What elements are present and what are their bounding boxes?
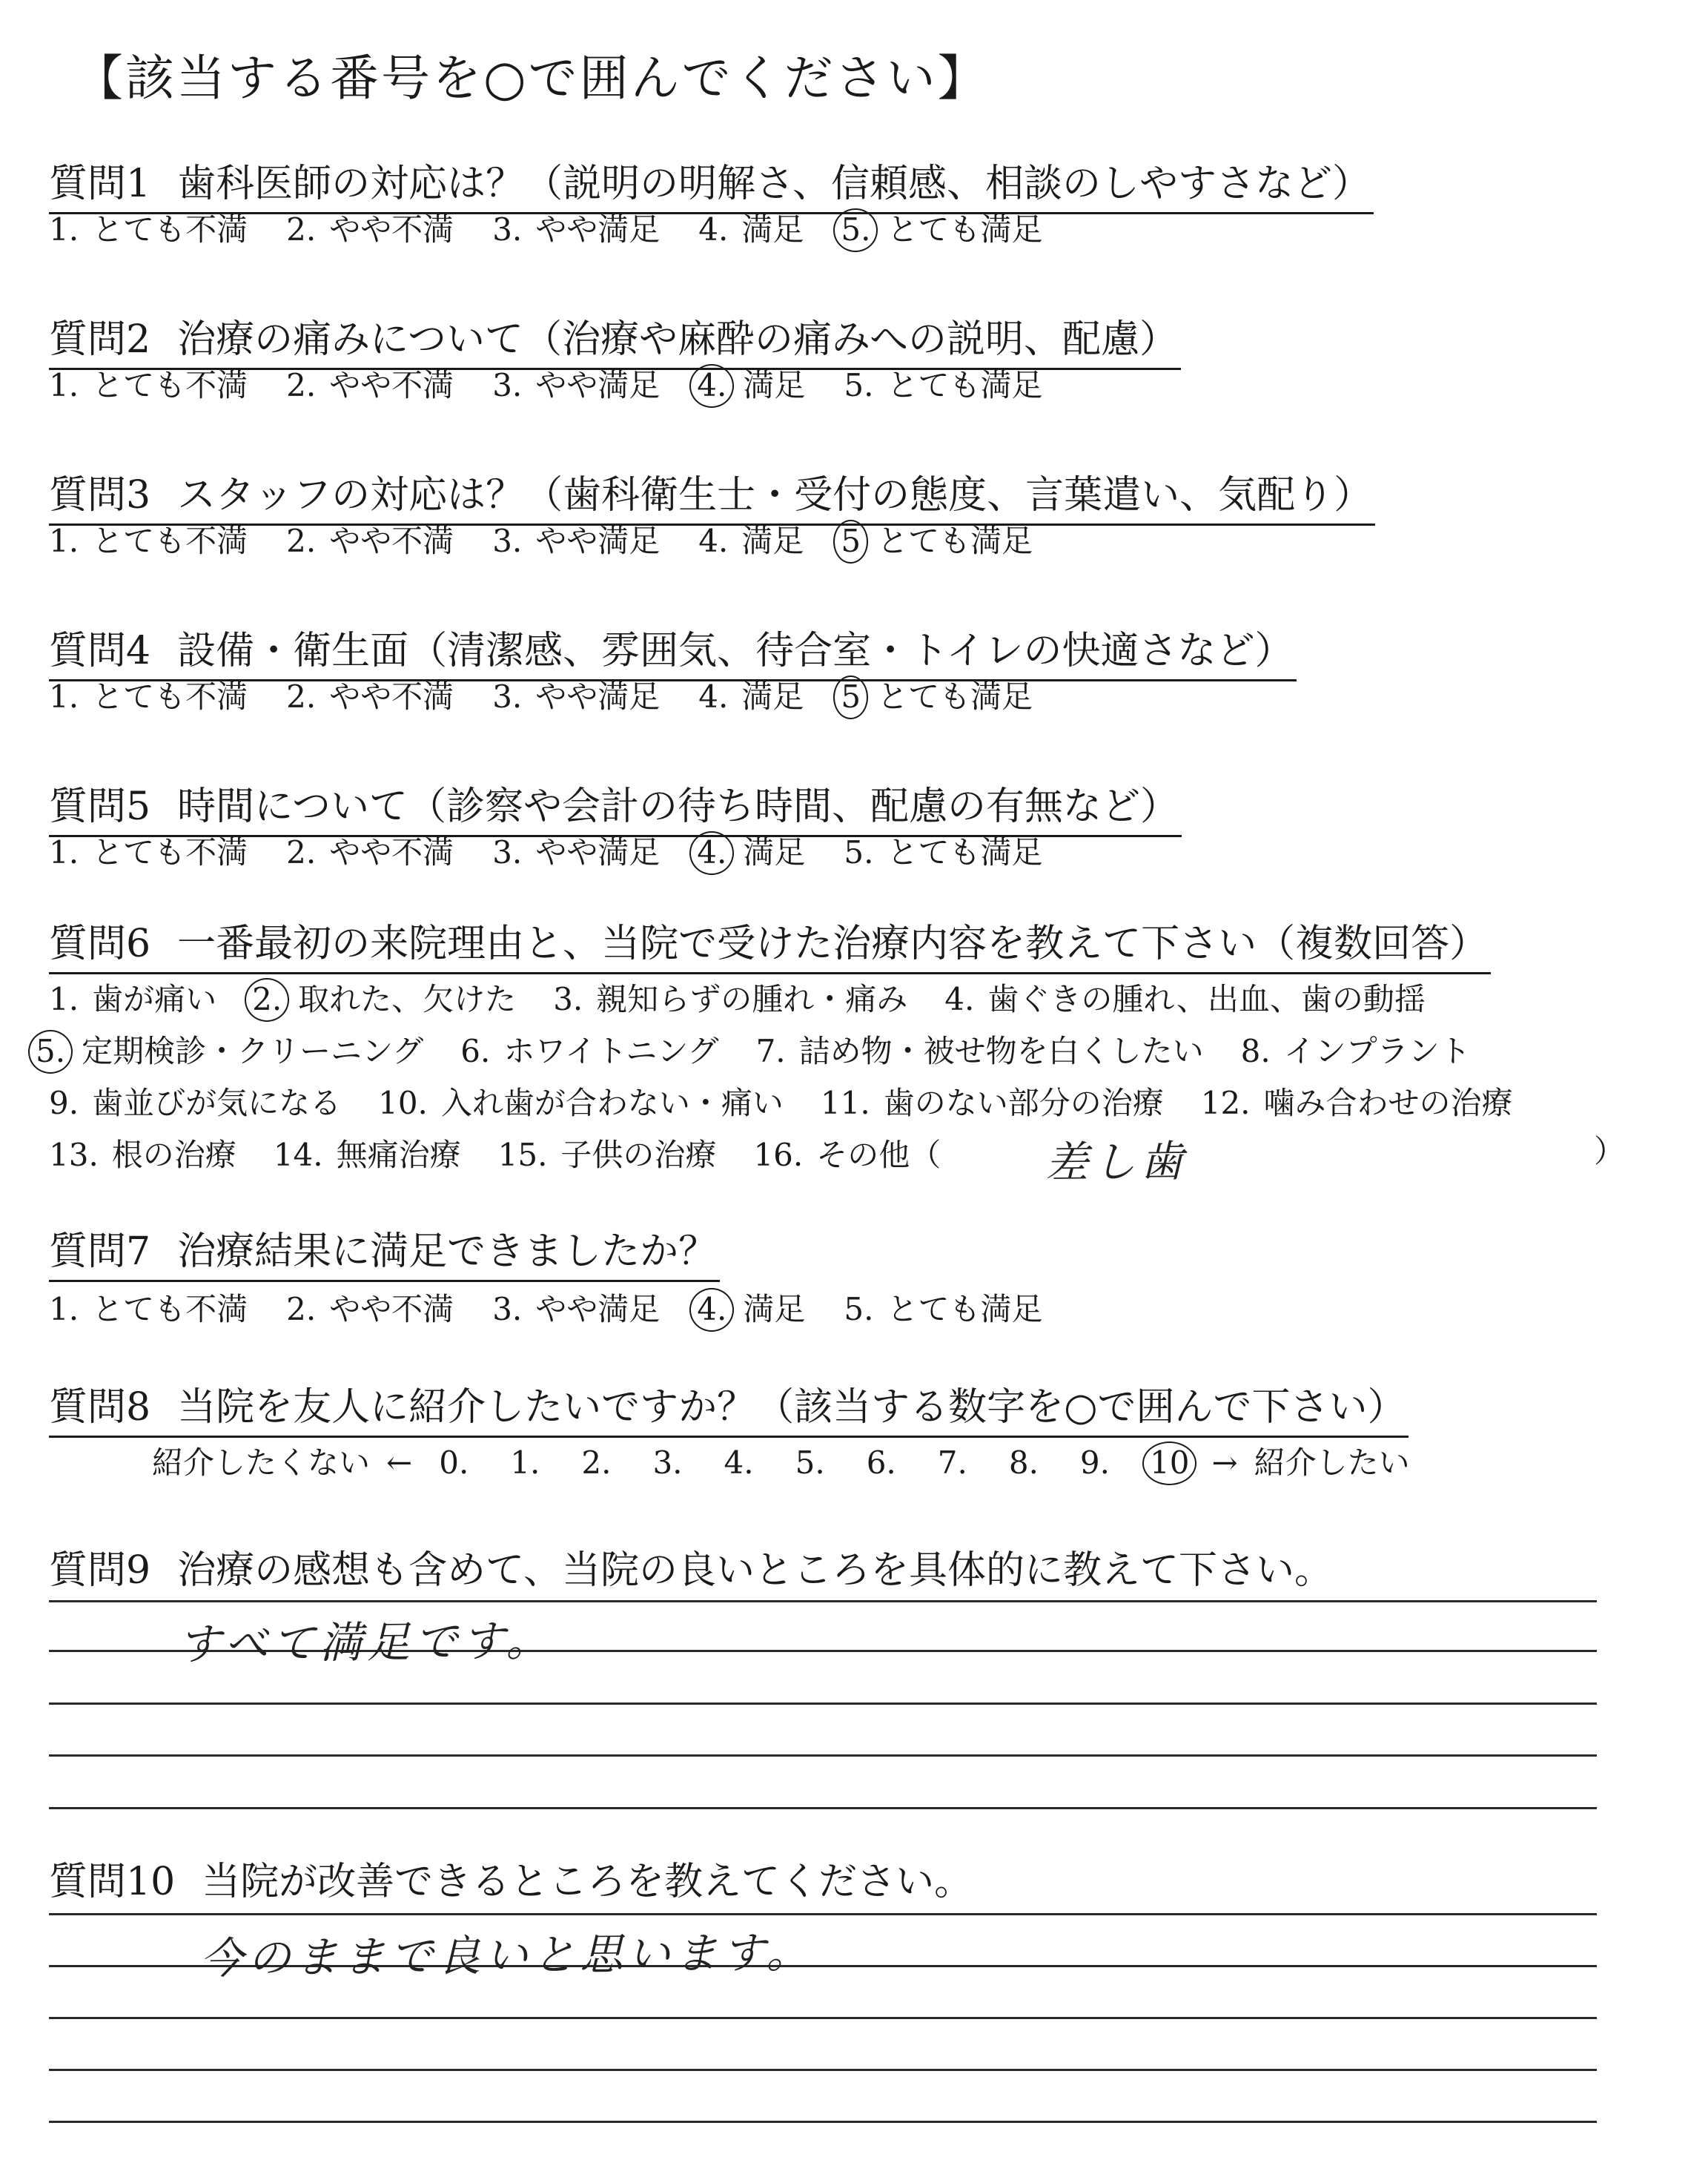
q6-option-label: ホワイトニング	[503, 1033, 719, 1069]
q7-option-label: とても不満	[92, 1291, 248, 1327]
q1-option[interactable]	[842, 205, 1042, 250]
q6-title-text: 一番最初の来院理由と、当院で受けた治療内容を教えて下さい（複数回答）	[177, 922, 1489, 966]
q2-option-label: やや満足	[535, 367, 661, 403]
q6-option-number: 15.	[497, 1137, 548, 1173]
q6-row	[49, 1079, 1550, 1123]
q10-answer-line	[49, 2069, 1597, 2071]
q6-option-label: 歯のない部分の治療	[883, 1085, 1164, 1121]
q5-option-label: やや不満	[329, 834, 454, 871]
q8-scale-number[interactable]: 0.	[439, 1444, 469, 1481]
q9-number: 質問9	[49, 1548, 151, 1593]
arrow-right-icon: →	[1211, 1444, 1238, 1481]
q3-option-number-circled: 5	[838, 523, 864, 559]
q4-option-number: 1.	[49, 678, 79, 715]
q2-title-text: 治療の痛みについて（治療や麻酔の痛みへの説明、配慮）	[177, 317, 1179, 362]
q3-option-label: やや不満	[329, 523, 454, 559]
q6-option[interactable]	[49, 1131, 236, 1175]
q4-option-label: やや満足	[535, 678, 661, 715]
q2-number: 質問2	[49, 317, 151, 362]
q9-title-text: 治療の感想も含めて、当院の良いところを具体的に教えて下さい。	[177, 1548, 1334, 1593]
q6-option[interactable]	[378, 1079, 784, 1123]
q5-number: 質問5	[49, 785, 151, 829]
q6-option[interactable]	[460, 1027, 718, 1071]
q3-option[interactable]	[286, 517, 454, 561]
q6-option-label: 取れた、欠けた	[298, 981, 517, 1017]
q1-option-label: やや不満	[329, 211, 454, 248]
q2-option-number-circled: 4.	[694, 367, 729, 403]
q2-option-label: やや不満	[329, 367, 454, 403]
q8-scale-number[interactable]: 5.	[795, 1444, 825, 1481]
q6-option-label: 子供の治療	[560, 1137, 717, 1173]
q6-option-label: 無痛治療	[336, 1137, 461, 1173]
q8-scale-number[interactable]: 7.	[937, 1444, 967, 1481]
q6-option-number: 16.	[753, 1137, 804, 1173]
q8-title-text: 当院を友人に紹介したいですか？（該当する数字を○で囲んで下さい）	[177, 1385, 1406, 1430]
q4-option[interactable]	[492, 673, 660, 717]
arrow-left-icon: ←	[386, 1444, 413, 1481]
q6-option-label: インプラント	[1283, 1033, 1471, 1069]
q2-option[interactable]	[698, 361, 805, 406]
q6-option[interactable]	[753, 1131, 941, 1175]
q6-option[interactable]	[1241, 1027, 1471, 1071]
q9-answer: すべて満足です。	[177, 1615, 554, 1670]
q3-option[interactable]	[49, 517, 248, 561]
q1-option-number: 1.	[49, 211, 79, 248]
q5-option-number: 3.	[492, 834, 523, 871]
q2-option-number: 2.	[286, 367, 317, 403]
q4-option-number: 3.	[492, 678, 523, 715]
q5-option[interactable]	[844, 828, 1042, 873]
q4-option-number: 2.	[286, 678, 317, 715]
q2-option[interactable]	[49, 361, 248, 406]
q1-option-label: 満足	[741, 211, 804, 248]
q5-option[interactable]	[698, 828, 805, 873]
q4-option[interactable]	[49, 673, 248, 717]
q5-option-label: とても満足	[887, 834, 1043, 871]
q4-option-label: 満足	[741, 678, 804, 715]
q6-option-label: 詰め物・被せ物を白くしたい	[798, 1033, 1204, 1069]
q1-option[interactable]	[698, 205, 804, 250]
q8-left-label: 紹介したくない	[152, 1444, 371, 1481]
q6-option-label: 歯が痛い	[92, 981, 217, 1017]
q3-option-number: 3.	[492, 523, 523, 559]
q3-option-label: とても不満	[92, 523, 248, 559]
q6-option-label: その他（	[816, 1137, 941, 1173]
q1-option-number: 2.	[286, 211, 317, 248]
q7-option[interactable]	[49, 1285, 248, 1330]
q5-option[interactable]	[49, 828, 248, 873]
q6-number: 質問6	[49, 922, 151, 966]
q3-option-number: 2.	[286, 523, 317, 559]
q6-option-number: 13.	[49, 1137, 99, 1173]
q3-option-label: 満足	[741, 523, 804, 559]
q6-option-number: 1.	[49, 981, 79, 1017]
q7-title-text: 治療結果に満足できましたか？	[177, 1229, 718, 1274]
q8-scale-number[interactable]: 3.	[652, 1444, 683, 1481]
q6-option[interactable]	[49, 975, 216, 1020]
q4-option-number: 4.	[698, 678, 729, 715]
q6-row	[49, 1131, 978, 1175]
q6-option[interactable]	[37, 1027, 423, 1071]
q1-option-number: 4.	[698, 211, 729, 248]
q9-answer-line	[49, 1754, 1597, 1757]
q9-answer-line	[49, 1600, 1597, 1602]
q6-option-label: 定期検診・クリーニング	[82, 1033, 424, 1069]
q6-other-close: ）	[1594, 1133, 1626, 1169]
q10-number: 質問10	[49, 1860, 176, 1904]
q1-option[interactable]	[492, 205, 660, 250]
q6-option-number: 3.	[553, 981, 583, 1017]
q6-option-number: 9.	[49, 1085, 79, 1121]
q4-option-number-circled: 5	[838, 678, 864, 715]
q6-option-number: 6.	[460, 1033, 491, 1069]
q6-option-number: 4.	[944, 981, 975, 1017]
q7-options	[49, 1285, 1042, 1330]
q5-option-number: 1.	[49, 834, 79, 871]
q7-option-number: 2.	[286, 1291, 317, 1327]
q6-option-number: 10.	[378, 1085, 428, 1121]
q5-options	[49, 828, 1042, 873]
q1-option-number: 3.	[492, 211, 523, 248]
q4-title-text: 設備・衛生面（清潔感、雰囲気、待合室・トイレの快適さなど）	[177, 629, 1294, 673]
q7-option[interactable]	[844, 1285, 1042, 1330]
q4-number: 質問4	[49, 629, 151, 673]
q7-number: 質問7	[49, 1229, 151, 1274]
q1-number: 質問1	[49, 162, 151, 206]
q6-row	[37, 1027, 1508, 1071]
q6-option-number: 14.	[273, 1137, 323, 1173]
q6-option-number: 11.	[820, 1085, 870, 1121]
q6-option-label: 歯並びが気になる	[92, 1085, 342, 1121]
q8-scale	[152, 1439, 1410, 1483]
q3-option[interactable]	[492, 517, 660, 561]
q6-other-answer: 差し歯	[1045, 1135, 1188, 1189]
q4-option-label: やや不満	[329, 678, 454, 715]
q2-option-label: とても不満	[92, 367, 248, 403]
q8-scale-number[interactable]: 2.	[581, 1444, 612, 1481]
q7-option-label: やや不満	[329, 1291, 454, 1327]
q6-option[interactable]	[821, 1079, 1164, 1123]
q7-option-number: 3.	[492, 1291, 523, 1327]
q2-option[interactable]	[286, 361, 454, 406]
q4-option-label: とても不満	[92, 678, 248, 715]
q1-option-label: とても不満	[92, 211, 248, 248]
q7-option-number: 1.	[49, 1291, 79, 1327]
q6-option-number: 12.	[1200, 1085, 1251, 1121]
q3-title-text: スタッフの対応は？（歯科衛生士・受付の態度、言葉遣い、気配り）	[177, 473, 1373, 518]
q5-option-number-circled: 4.	[694, 834, 729, 871]
q6-option-label: 根の治療	[111, 1137, 236, 1173]
page-title: 【該当する番号を○で囲んでください】	[74, 50, 989, 107]
q9-answer-line	[49, 1702, 1597, 1705]
q5-option-label: 満足	[743, 834, 806, 871]
q8-scale-number[interactable]: 1.	[510, 1444, 540, 1481]
q3-option-number: 1.	[49, 523, 79, 559]
q9-answer-line	[49, 1807, 1597, 1809]
q5-option[interactable]	[286, 828, 454, 873]
q4-options	[49, 673, 1033, 717]
q6-option-label: 噛み合わせの治療	[1263, 1085, 1513, 1121]
q6-option-number-circled: 2.	[249, 981, 285, 1017]
q8-scale-number[interactable]: 4.	[724, 1444, 754, 1481]
q3-option-label: とても満足	[877, 523, 1033, 559]
q7-option[interactable]	[286, 1285, 454, 1330]
q2-options	[49, 361, 1042, 406]
q10-answer-line	[49, 2017, 1597, 2019]
q2-option-number: 1.	[49, 367, 79, 403]
q1-title-text: 歯科医師の対応は？（説明の明解さ、信頼感、相談のしやすさなど）	[177, 162, 1371, 206]
q6-option-number: 8.	[1240, 1033, 1271, 1069]
q6-option-label: 親知らずの腫れ・痛み	[596, 981, 908, 1017]
q3-option-label: やや満足	[535, 523, 661, 559]
q10-answer: 今のままで良いと思います。	[199, 1926, 814, 1984]
q10-title-text: 当院が改善できるところを教えてください。	[202, 1860, 973, 1904]
q8-scale-number-circled[interactable]: 10	[1147, 1444, 1192, 1481]
q3-option-number: 4.	[698, 523, 729, 559]
q5-option-label: やや満足	[535, 834, 661, 871]
q8-scale-number[interactable]: 9.	[1079, 1444, 1110, 1481]
q6-option[interactable]	[49, 1079, 341, 1123]
q6-option[interactable]	[254, 975, 516, 1020]
q6-option[interactable]	[274, 1131, 461, 1175]
q6-option[interactable]	[1201, 1079, 1513, 1123]
q2-option-label: 満足	[743, 367, 806, 403]
q7-option-label: やや満足	[535, 1291, 661, 1327]
q3-option[interactable]	[698, 517, 804, 561]
q6-option-label: 入れ歯が合わない・痛い	[440, 1085, 784, 1121]
q2-option[interactable]	[492, 361, 660, 406]
q5-option-number: 5.	[844, 834, 874, 871]
q6-option-number: 7.	[755, 1033, 786, 1069]
q4-option[interactable]	[842, 673, 1033, 717]
q8-number: 質問8	[49, 1385, 151, 1430]
q6-row	[49, 975, 1463, 1020]
q10-title	[49, 1850, 976, 1910]
q1-option-label: とても満足	[887, 211, 1043, 248]
q1-option-label: やや満足	[535, 211, 661, 248]
q9-title	[49, 1539, 1336, 1599]
q6-option[interactable]	[498, 1131, 717, 1175]
q6-option[interactable]	[756, 1027, 1204, 1071]
q10-answer-line	[49, 2121, 1597, 2123]
q5-option[interactable]	[492, 828, 660, 873]
q2-option[interactable]	[844, 361, 1042, 406]
q8-scale-number[interactable]: 6.	[866, 1444, 896, 1481]
q6-option-number-circled: 5.	[33, 1033, 68, 1069]
q5-option-number: 2.	[286, 834, 317, 871]
q1-option-number-circled: 5.	[838, 211, 873, 248]
q6-option[interactable]	[553, 975, 907, 1020]
q4-option[interactable]	[698, 673, 804, 717]
q8-title	[49, 1375, 1409, 1438]
q3-option[interactable]	[842, 517, 1033, 561]
q7-option-label: 満足	[743, 1291, 806, 1327]
q7-title	[49, 1220, 720, 1282]
q4-option[interactable]	[286, 673, 454, 717]
q10-answer-line	[49, 1913, 1597, 1915]
q8-scale-number[interactable]: 8.	[1008, 1444, 1039, 1481]
q2-option-number: 3.	[492, 367, 523, 403]
q2-option-number: 5.	[844, 367, 874, 403]
q1-option[interactable]	[49, 205, 248, 250]
q3-number: 質問3	[49, 473, 151, 518]
q6-option[interactable]	[944, 975, 1426, 1020]
q5-option-label: とても不満	[92, 834, 248, 871]
q7-option[interactable]	[698, 1285, 805, 1330]
q5-title-text: 時間について（診察や会計の待ち時間、配慮の有無など）	[177, 785, 1179, 829]
q1-options	[49, 205, 1042, 250]
q3-options	[49, 517, 1033, 561]
q4-option-label: とても満足	[877, 678, 1033, 715]
q6-option-label: 歯ぐきの腫れ、出血、歯の動揺	[987, 981, 1426, 1017]
q7-option[interactable]	[492, 1285, 660, 1330]
q7-option-number: 5.	[844, 1291, 874, 1327]
q8-right-label: 紹介したい	[1254, 1444, 1410, 1481]
q6-title	[49, 912, 1491, 974]
q7-option-number-circled: 4.	[694, 1291, 729, 1327]
q1-option[interactable]	[286, 205, 454, 250]
q2-option-label: とても満足	[887, 367, 1043, 403]
q7-option-label: とても満足	[887, 1291, 1043, 1327]
